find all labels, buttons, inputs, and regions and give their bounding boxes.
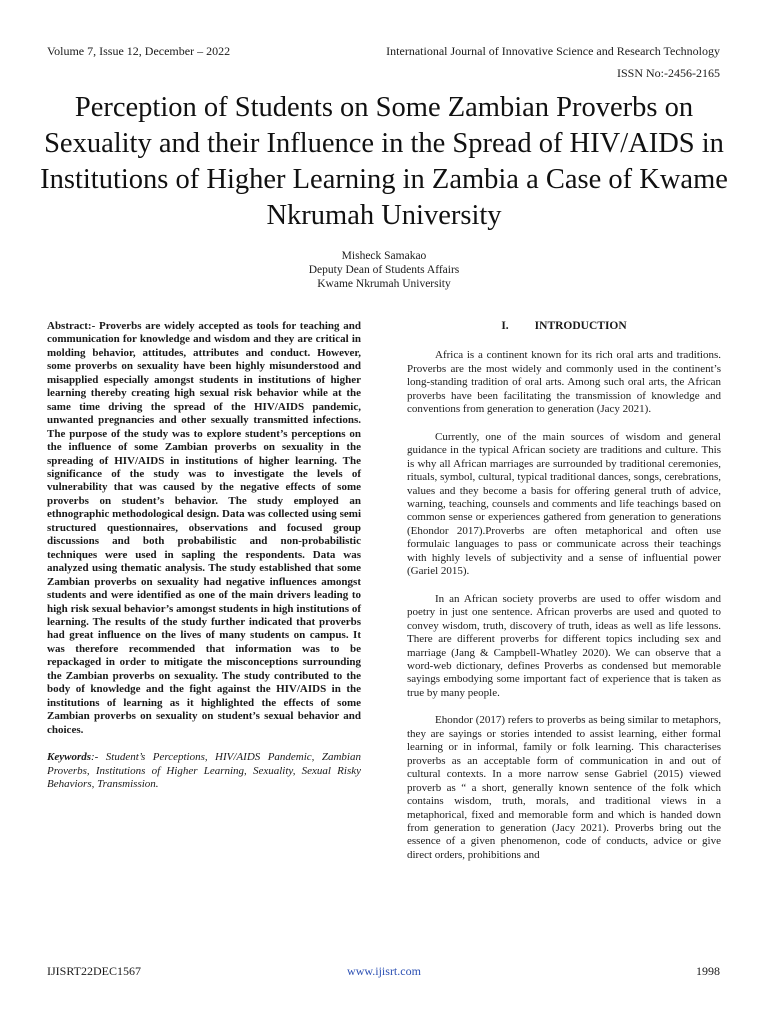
left-column — [47, 320, 361, 791]
page-number: 1998 — [696, 964, 720, 978]
right-column — [407, 320, 721, 876]
section-heading — [407, 320, 721, 333]
intro-paragraph-3: In an African society proverbs are used to offer wisdom and poetry in just one sentence. African proverbs are used and quoted to convey wisdom, truth, discovery of truth, ideas as well as life lessons. There are different proverbs for different topics including sex and marriage (Jang & Campbell-Whatley 2020). We can observe that a word-web dictionary, defines Proverbs as condensed but memorable sayings embodying some important fact of experience that is taken as true by many people. — [407, 592, 721, 699]
author-institution: Kwame Nkrumah University — [317, 278, 451, 290]
abstract: Abstract:- Proverbs are widely accepted as tools for teaching and communication for knowledge and wisdom and they are critical in molding behavior, attitudes, attributes and conduct. However, some proverbs on sexuality have been highly misunderstood and misapplied especially amongst students in institutions of higher learning thereby creating high sexual risk behavior while at the same time driving the spread of the HIV/AIDS pandemic, unwanted pregnancies and other sexually transmitted infections. The purpose of the study was to explore student’s perceptions on the influence of some Zambian proverbs on sexuality in the spreading of HIV/AIDS in institutions of higher learning. The significance of the study was to investigate the levels of vulnerability that was caused by the negative effects of some proverbs on student’s behavior. The study employed an ethnographic methodological design. Data was collected using semi structured questionnaires, observations and focused group discussions and both probabilistic and non-probabilistic techniques were used in sapling the respondents. Data was analyzed using thematic analysis. The study established that some Zambian proverbs on sexuality had negative influences amongst students and were identified as one of the main drivers leading to high risk sexual behavior’s amongst students in high institutions of learning. The results of the study further indicated that proverbs had great influence on the lives of many students on campus. It was therefore recommended that information was to be repackaged in order to mitigate the misconceptions surrounding the Zambian proverbs on sexuality. The study contributed to the body of knowledge and the fight against the HIV/AIDS in the institutions of learning as it highlighted the effects of some Zambian proverbs on sexuality on student’s sexual behavior and choices. — [47, 320, 361, 736]
paper-title: Perception of Students on Some Zambian Proverbs on Sexuality and their Influence in the Spread of HIV/AIDS in Institutions of Higher Learning in Zambia a Case of Kwame Nkrumah University — [40, 92, 728, 231]
section-title: INTRODUCTION — [534, 320, 627, 332]
author-block — [0, 249, 768, 291]
author-name: Misheck Samakao — [341, 250, 427, 262]
intro-paragraph-4: Ehondor (2017) refers to proverbs as being similar to metaphors, they are sayings or stories intended to assist learning, either formal learning or in informal, family or folk learning. This characterises proverbs as an acceptable form of communication in and out of cultural contexts. In a more narrow sense Gabriel (2015) viewed proverb as “ a short, generally known sentence of the folk which contains wisdom, truth, morals, and traditional views in a metaphorical, fixed and memorable form and which is handed down from generation to generation (Jacy 2021). Proverbs bring out the essence of a given phenomenon, code of conducts, advice or give direct orders, prohibitions and — [407, 714, 721, 861]
volume-issue: Volume 7, Issue 12, December – 2022 — [47, 44, 231, 58]
keywords-text: :- Student’s Perceptions, HIV/AIDS Pandemic, Zambian Proverbs, Institutions of Higher Learning, Sexuality, Sexual Risky Behaviors, Transmission. — [47, 751, 361, 790]
intro-paragraph-1: Africa is a continent known for its rich oral arts and traditions. Proverbs are the most widely and commonly used in the continent’s long-standing tradition of oral arts. Among such oral arts, the African proverbs have been facilitating the transmission of knowledge and conventions from generation to generation (Jacy 2021). — [407, 349, 721, 416]
keywords — [47, 751, 361, 791]
journal-name: International Journal of Innovative Science and Research Technology — [386, 44, 720, 58]
intro-paragraph-2: Currently, one of the main sources of wisdom and general guidance in the typical African society are traditions and culture. This is why all African marriages are surrounded by traditional ceremonies, rituals, symbol, cultural, typical traditional dances, songs, cerebrations, values and they become a basis for offering general truth of advice, warning, teaching, counsels and comments and life teachings based on common sense or experiences gathered from generation to generations (Ehondor 2017).Proverbs are often metaphorical and often use formulaic languages to pass or communicate across their teachings with highly levels of subjectivity and a sense of influential power (Gariel 2015). — [407, 430, 721, 578]
author-position: Deputy Dean of Students Affairs — [308, 264, 460, 276]
keywords-label: Keywords — [47, 751, 91, 764]
footer-link-wrap — [0, 964, 768, 979]
journal-url-link[interactable]: www.ijisrt.com — [347, 964, 421, 978]
paper-code: IJISRT22DEC1567 — [47, 964, 141, 978]
issn: ISSN No:-2456-2165 — [616, 66, 720, 80]
section-number: I. — [501, 320, 509, 332]
